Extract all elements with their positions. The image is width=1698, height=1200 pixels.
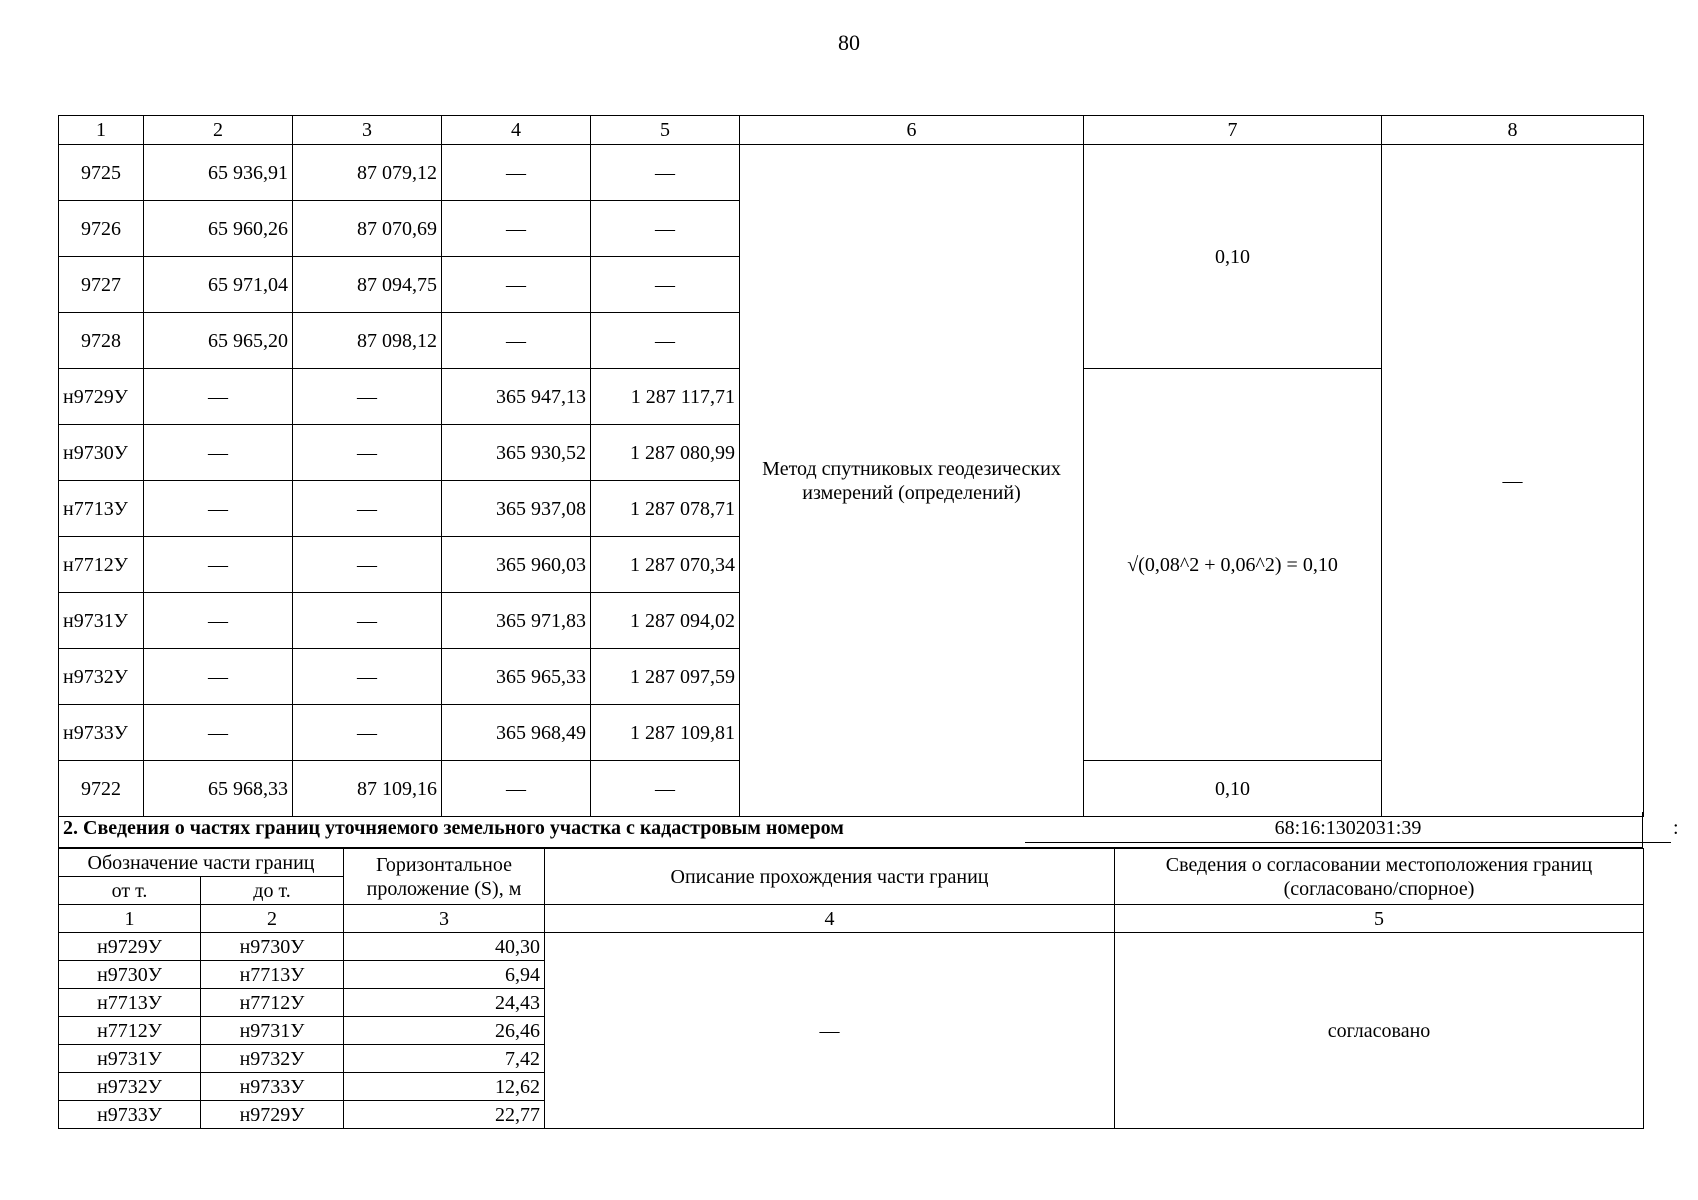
column-number-1: 1 [59,116,144,145]
header-agreement: Сведения о согласовании местоположения границ (согласовано/спорное) [1115,849,1644,905]
table-cell: н7713У [201,961,344,989]
table-cell: — [293,425,442,481]
coordinates-table [58,115,1644,817]
table-cell: 365 947,13 [442,369,591,425]
table-cell: — [144,369,293,425]
header-part-designation: Обозначение части границ [59,849,344,877]
column-number-3: 3 [293,116,442,145]
method-cell: Метод спутниковых геодезических измерений (определений) [740,145,1084,817]
table-cell: 1 287 070,34 [591,537,740,593]
column-8-cell: — [1382,145,1644,817]
accuracy-top-cell: 0,10 [1084,145,1382,369]
table-cell: н7712У [201,989,344,1017]
table-cell: — [293,649,442,705]
accuracy-bottom-cell: 0,10 [1084,761,1382,817]
table-cell: — [144,649,293,705]
header-description: Описание прохождения части границ [545,849,1115,905]
table-cell: 65 960,26 [144,201,293,257]
table-cell: н9733У [59,1101,201,1129]
table-cell: — [144,537,293,593]
table-cell: н9730У [201,933,344,961]
column-number-4: 4 [442,116,591,145]
column-number-8: 8 [1382,116,1644,145]
table-cell: 1 287 097,59 [591,649,740,705]
table-cell: 12,62 [344,1073,545,1101]
table-cell: 24,43 [344,989,545,1017]
table-cell: — [591,257,740,313]
table-cell: 1 287 078,71 [591,481,740,537]
table-cell: 26,46 [344,1017,545,1045]
table-cell: н9732У [59,1073,201,1101]
table-cell: — [293,593,442,649]
table-cell: н9729У [59,369,144,425]
table-cell: — [293,705,442,761]
table-cell: 65 968,33 [144,761,293,817]
table-cell: — [442,145,591,201]
table-cell: 65 971,04 [144,257,293,313]
table-cell: — [293,481,442,537]
table-cell: 87 079,12 [293,145,442,201]
column-number-7: 7 [1084,116,1382,145]
header-horizontal-length: Горизонтальное проложение (S), м [344,849,545,905]
table-cell: 65 965,20 [144,313,293,369]
table-cell: — [591,313,740,369]
table-row [59,145,1644,201]
table-cell: н7713У [59,989,201,1017]
table-cell: — [144,593,293,649]
table-cell: н7712У [59,537,144,593]
table-cell: — [144,425,293,481]
table-cell: н9732У [201,1045,344,1073]
table-cell: — [442,257,591,313]
page-number: 80 [838,30,860,55]
table-cell: — [144,705,293,761]
table-cell: 9726 [59,201,144,257]
table-cell: н9729У [201,1101,344,1129]
description-cell: — [545,933,1115,1129]
table-cell: н9731У [59,1045,201,1073]
table-cell: 87 070,69 [293,201,442,257]
parts-column-number-1: 1 [59,905,201,933]
table-cell: 6,94 [344,961,545,989]
table-cell: — [442,761,591,817]
table-cell: — [442,313,591,369]
table-cell: 365 960,03 [442,537,591,593]
table-cell: 365 930,52 [442,425,591,481]
table-cell: — [591,201,740,257]
table-cell: н9730У [59,961,201,989]
table-cell: — [442,201,591,257]
cadastral-colon: : [1673,817,1679,839]
table-cell: 365 971,83 [442,593,591,649]
table-cell: — [144,481,293,537]
table-cell: 365 937,08 [442,481,591,537]
table-row [59,933,1644,961]
table-cell: н9733У [59,705,144,761]
table-cell: н9731У [201,1017,344,1045]
parts-column-number-2: 2 [201,905,344,933]
table-cell: 9722 [59,761,144,817]
table-cell: 87 094,75 [293,257,442,313]
section-2-heading [58,812,1679,848]
table-cell: н9731У [59,593,144,649]
table-cell: — [293,537,442,593]
table-cell: 65 936,91 [144,145,293,201]
section-2-title: 2. Сведения о частях границ уточняемого земельного участка с кадастровым номером [63,817,844,839]
table-cell: 87 098,12 [293,313,442,369]
table-cell: н9732У [59,649,144,705]
table-cell: — [293,369,442,425]
table-cell: 1 287 109,81 [591,705,740,761]
column-number-6: 6 [740,116,1084,145]
header-to-point: до т. [201,877,344,905]
table-cell: — [591,145,740,201]
table-cell: 9728 [59,313,144,369]
table-cell: 87 109,16 [293,761,442,817]
table-cell: 9727 [59,257,144,313]
accuracy-formula-cell: √(0,08^2 + 0,06^2) = 0,10 [1084,369,1382,761]
table-cell: — [591,761,740,817]
parts-column-number-3: 3 [344,905,545,933]
table-cell: 1 287 094,02 [591,593,740,649]
table-cell: 1 287 080,99 [591,425,740,481]
table-cell: 40,30 [344,933,545,961]
table-cell: н9733У [201,1073,344,1101]
agreement-cell: согласовано [1115,933,1644,1129]
table-cell: н9729У [59,933,201,961]
table-cell: н7713У [59,481,144,537]
table-cell: н9730У [59,425,144,481]
header-from-point: от т. [59,877,201,905]
table-cell: 365 968,49 [442,705,591,761]
table-cell: 7,42 [344,1045,545,1073]
table-cell: 9725 [59,145,144,201]
column-number-5: 5 [591,116,740,145]
parts-column-number-5: 5 [1115,905,1644,933]
table-cell: н7712У [59,1017,201,1045]
parts-column-number-4: 4 [545,905,1115,933]
table-cell: 365 965,33 [442,649,591,705]
column-number-2: 2 [144,116,293,145]
boundary-parts-table [58,848,1644,1129]
table-cell: 1 287 117,71 [591,369,740,425]
table-cell: 22,77 [344,1101,545,1129]
cadastral-number: 68:16:1302031:39 [1025,817,1671,843]
